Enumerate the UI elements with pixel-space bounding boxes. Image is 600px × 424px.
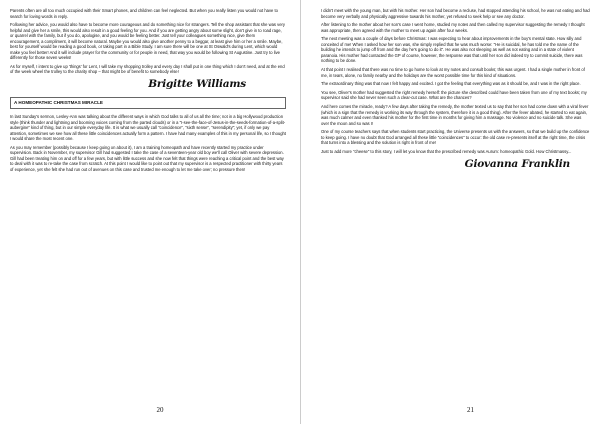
author-signature-brigitte: Brigitte Williams (148, 78, 246, 91)
left-intro-paragraph: Following her advice, you would also have to become more courageous and do something nice for strangers. Tell the shop assistant that she was very helpful and give her a smile, this would also result in a good feeling for you. And if you are getting angry about some slight, don't give in to road rage, or quarrel with the family, but if you do, apologise, and you would be feeling better. Just tell your colleagues something nice, give them encouragement, a compliment, it will become natural. Maybe you would also give another penny to a beggar, at least give him or her a smile. Maybe, best for yourself would be reading a good book, or taking part in a Bible Study. I am sure there will be one at St Oswald's during Lent, which would make you feel better! And it will include prayer for the community or for people in need, that way you would be following St Augustine. Just try to live differently for those seven weeks! (10, 22, 285, 61)
page-number-right: 21 (467, 406, 474, 414)
left-intro-paragraph: As for myself, I intent to give up 'things' for Lent, I will take my shopping trolley and every day I shall put in one thing which I don't need, and at the end of the week wheel the trolley to the charity shop – that might be of benefit to somebody else! (10, 63, 285, 75)
article-paragraph: After listening to the mother about her son's case I went home, studied my notes and then called my supervisor suggesting the remedy I thought was appropriate, then agreed with the mother to meet up again after four weeks. (321, 22, 585, 33)
left-intro-paragraph: Parents often are all too much occupied with their Smart phones, and children can feel neglected. But when you really listen you would not have to search for loving words in reply. (10, 8, 278, 19)
article-paragraph: I didn't meet with the young man, but with his mother. Her son had become a recluse, had stopped attending his school, he was not eating and had become very verbally and physically aggressive towards his mother, yet refused to seek help or see any doctor. (321, 8, 590, 19)
article-paragraph: At that point I realised that there was no time to go home to look at my notes and consult books; this was urgent. I had a single mother in front of me, in tears, alone, no family nearby and the holidays are the worst possible time for this kind of situations. (321, 67, 585, 78)
article-paragraph: As you may remember (possibly because I keep going on about it), I am a training homeopath and have recently started my practice under supervision. Back in November, my supervisor Gill had suggested I take the case of a seventeen-year old boy we'll call Oliver with severe depression. Gill had been treating him on and off for a few years, but with little success and she now felt that things were reaching a critical point and the best way to deal with it was to re-take the case from scratch. At this point I would like to point out that my supervisor is a respected practitioner with thirty years of experience, yet she felt she had run out of avenues on this case and trusted me enough to let me take over; no pressure then! (10, 144, 284, 172)
article-paragraph: Just to add more "cheese" to this story, I will let you know that the prescribed remedy was Aurum: homeopathic Gold. How Christmassy... (321, 149, 572, 154)
article-heading: A HOMEOPATHIC CHRISTMAS MIRACLE (10, 97, 286, 109)
right-page (300, 0, 600, 424)
page-number-left: 20 (156, 406, 164, 414)
article-paragraph: One of my course teachers says that when students start practicing, the Universe presents us with the answers, so that we build up the confidence to keep going. I have no doubt that God arranged all these little "coincidences" to occur: the old case re-presents itself at the right time, the crisis that turns into a blessing and the solution is right in front of me! (321, 129, 590, 146)
author-signature-giovanna: Giovanna Franklin (464, 157, 570, 170)
article-paragraph: In last Sunday's sermon, Lesley-Ann was talking about the different ways in which God talks to all of us all the time; not in a big Hollywood production style (think thunder and lightning and booming voices coming from the parted clouds) or in a "I-see-the-face-of-Jesus-in-the-seeds-formation-of-a-split-aubergine" kind of thing, but in our simple everyday life. It is what we usually call "coincidence", "sixth sense", "serendipity"; yet, if only we pay attention, sometimes we see how all these little coincidences actually form a pattern. I have had many examples of this in my personal life, so I thought I would share the most recent one. (10, 114, 286, 142)
article-paragraph: You see, Oliver's mother had suggested the right remedy herself: the picture she described could have been taken from one of my text books; my supervisor said she had never seen such a clear-cut case. What are the chances? (321, 89, 587, 101)
article-paragraph: The next meeting was a couple of days before Christmas: I was expecting to hear about improvements in the boy's mental state. How silly and conceited of me! When I asked how her son was, she simply replied that he was much worse: "He is suicidal, he has told me the name of the building he intends to jump off from and the day he's going to do it". He was also not sleeping as well as not eating and in a state of violent paranoia. His mother had contacted the GP of course, however, the response was that until her son did indeed try to commit suicide, there was nothing to be done. (321, 36, 583, 64)
article-paragraph: The extraordinary thing was that now I felt happy and excited. I got the feeling that everything was as it should be, and I was in the right place. (321, 81, 581, 87)
article-paragraph: And here comes the miracle, ready? A few days after taking the remedy, the mother texted us to say that her son had come down with a viral fever (which is a sign that the remedy is working its way through the system, therefore it is a good thing). After the fever abated, he started to eat again, was much calmer and even thanked his mother for the first time in months for giving him a massage. No violence and no suicide talk. She was over the moon and so was I! (321, 104, 589, 126)
